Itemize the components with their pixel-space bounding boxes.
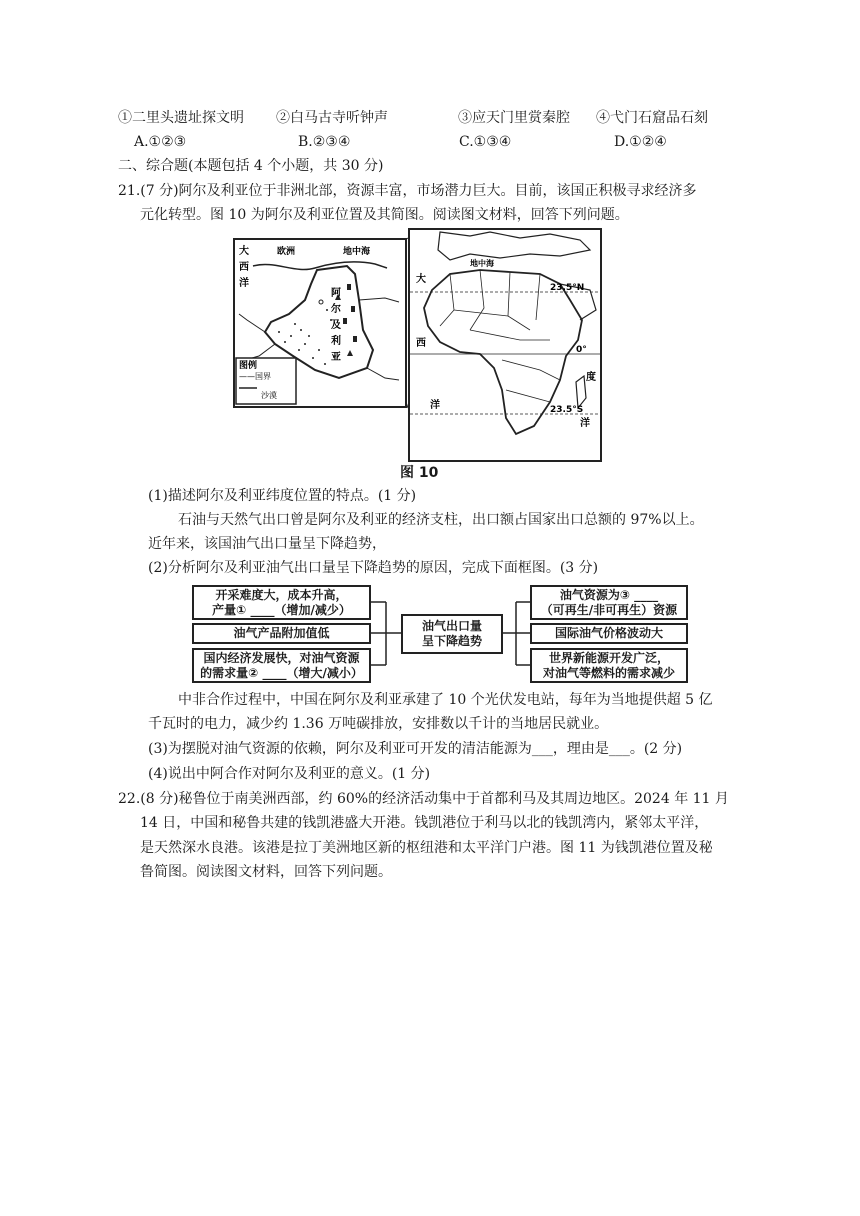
label-mediterranean: 地中海	[470, 259, 494, 268]
label-atlantic-a: 大	[416, 274, 426, 285]
q22-line3: 是天然深水良港。该港是拉丁美洲地区新的枢纽港和太平洋门户港。图 11 为钱凯港位置及秘	[140, 840, 713, 856]
legend-row-border: ——国界	[239, 372, 271, 381]
q21-sub4: (4)说出中阿合作对阿尔及利亚的意义。(1 分)	[148, 766, 431, 782]
label-indian-a: 度	[586, 372, 596, 383]
section-heading: 二、综合题(本题包括 4 个小题，共 30 分)	[118, 158, 384, 174]
inset-label-atlantic-3: 洋	[239, 278, 249, 289]
q21-sub2: (2)分析阿尔及利亚油气出口量呈下降趋势的原因，完成下面框图。(3 分)	[148, 560, 599, 576]
diagram-center-box: 油气出口量 呈下降趋势	[401, 614, 503, 654]
option-b: B.②③④	[298, 134, 351, 150]
inset-label-atlantic-2: 西	[239, 262, 249, 273]
q22-line4: 鲁简图。阅读图文材料，回答下列问题。	[140, 864, 392, 880]
figure-10-caption: 图 10	[400, 465, 439, 481]
diagram-left-box-3: 国内经济发展快，对油气资源 的需求量② ____（增大/减小）	[192, 648, 371, 683]
q22-line1: 22.(8 分)秘鲁位于南美洲西部，约 60%的经济活动集中于首都利马及其周边地区。2024 年 11 月	[118, 791, 729, 807]
option-c: C.①③④	[459, 134, 512, 150]
prev-item-1: ①二里头遗址探文明	[118, 110, 244, 126]
diagram-left-box-2: 油气产品附加值低	[192, 623, 371, 644]
diagram-right-box-3: 世界新能源开发广泛， 对油气等燃料的需求减少	[530, 648, 688, 683]
q21-para1-line1: 石油与天然气出口曾是阿尔及利亚的经济支柱，出口额占国家出口总额的 97%以上。	[178, 512, 704, 528]
diagram-right-box-1: 油气资源为③ ____ （可再生/非可再生）资源	[530, 585, 688, 620]
legend-title: 图例	[239, 361, 258, 371]
q21-sub1: (1)描述阿尔及利亚纬度位置的特点。(1 分)	[148, 488, 417, 504]
prev-item-3: ③应天门里赏秦腔	[458, 110, 570, 126]
option-d: D.①②④	[614, 134, 667, 150]
prev-item-2: ②白马古寺听钟声	[276, 110, 388, 126]
q21-para2-line2: 千瓦时的电力，减少约 1.36 万吨碳排放，安排数以千计的当地居民就业。	[148, 716, 609, 732]
option-a: A.①②③	[134, 134, 187, 150]
inset-label-country-5: 亚	[331, 352, 341, 363]
label-tropic-capricorn: 23.5°S	[550, 405, 584, 415]
legend-row-desert: 沙漠	[261, 391, 277, 400]
inset-label-country-2: 尔	[331, 304, 341, 315]
q21-intro-line2: 元化转型。图 10 为阿尔及利亚位置及其简图。阅读图文材料，回答下列问题。	[140, 207, 629, 223]
inset-label-country-4: 利	[331, 336, 341, 347]
label-atlantic-b: 西	[416, 338, 426, 349]
inset-label-europe: 欧洲	[277, 247, 296, 257]
q21-intro-line1: 21.(7 分)阿尔及利亚位于非洲北部，资源丰富，市场潜力巨大。目前，该国正积极寻求经济多	[118, 183, 697, 199]
diagram-right-box-2: 国际油气价格波动大	[530, 623, 688, 644]
q22-line2: 14 日，中国和秘鲁共建的钱凯港盛大开港。钱凯港位于利马以北的钱凯湾内，紧邻太平洋，	[140, 815, 709, 831]
q21-sub3: (3)为摆脱对油气资源的依赖，阿尔及利亚可开发的清洁能源为___，理由是___。(2 分)	[148, 741, 683, 757]
label-tropic-cancer: 23.5°N	[550, 283, 585, 293]
inset-label-atlantic-1: 大	[239, 246, 249, 257]
label-equator: 0°	[576, 345, 587, 355]
label-atlantic-c: 洋	[430, 400, 440, 411]
inset-label-mediterranean: 地中海	[343, 247, 371, 257]
inset-label-country-3: 及	[331, 320, 341, 331]
inset-label-country-1: 阿	[331, 288, 341, 299]
q21-para2-line1: 中非合作过程中，中国在阿尔及利亚承建了 10 个光伏发电站，每年为当地提供超 5 亿	[178, 692, 713, 708]
prev-item-4: ④弋门石窟品石刻	[596, 110, 708, 126]
label-indian-b: 洋	[580, 418, 590, 429]
diagram-left-box-1: 开采难度大，成本升高， 产量① ____（增加/减少）	[192, 585, 371, 620]
q21-para1-line2: 近年来，该国油气出口量呈下降趋势，	[148, 536, 386, 552]
